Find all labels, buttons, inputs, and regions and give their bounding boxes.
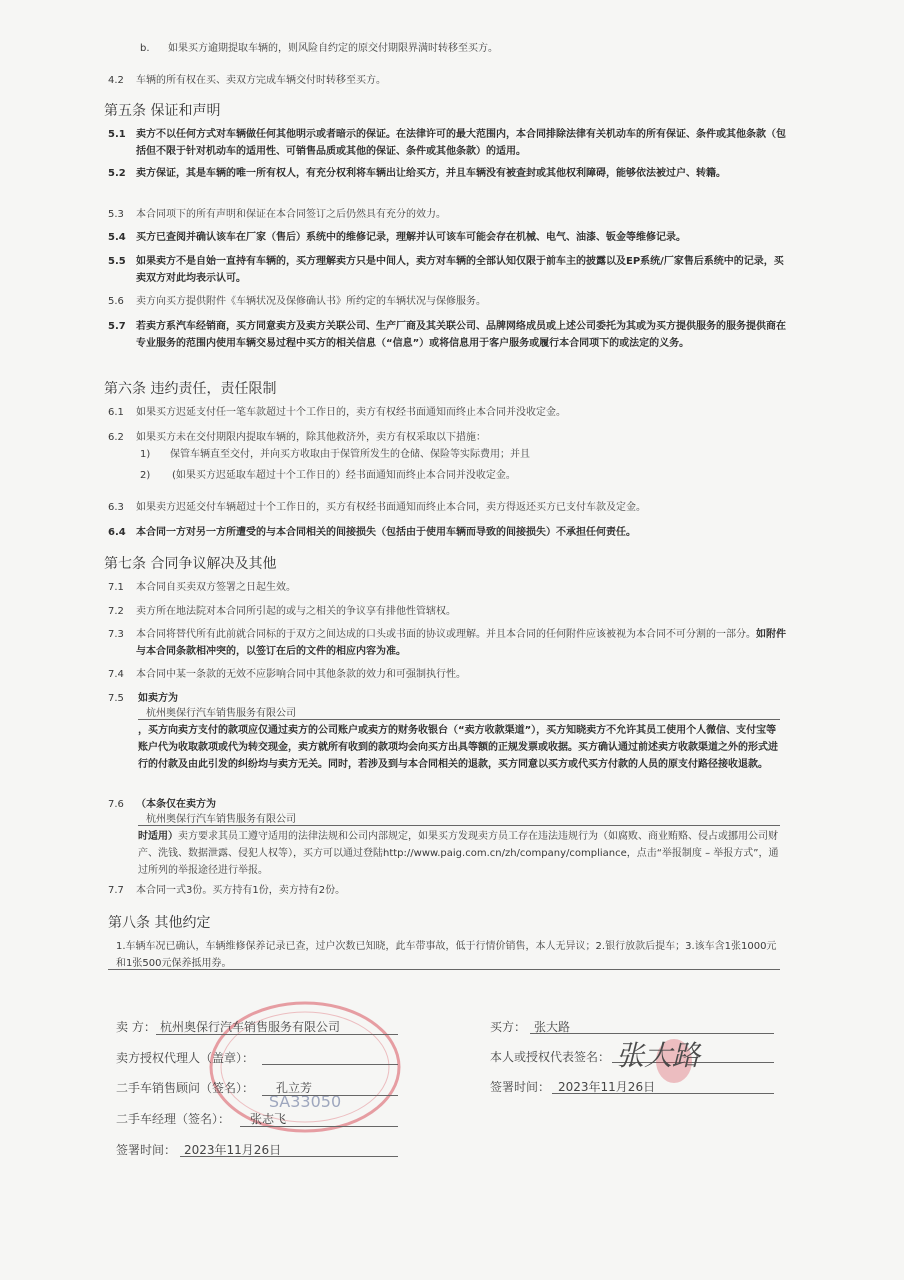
buyer-date-label: 签署时间： <box>490 1080 551 1094</box>
seller-label: 卖 方： <box>116 1020 156 1034</box>
clause-number: 7.4 <box>108 669 124 680</box>
clause-number: 5.5 <box>108 256 126 267</box>
buyer-label: 买方： <box>490 1020 527 1034</box>
sub-item-1-text: 保管车辆直至交付，并向买方收取由于保管所发生的仓储、保险等实际费用；并且 <box>170 449 530 460</box>
clause-text: 如果卖方迟延交付车辆超过十个工作日的，买方有权经书面通知而终止本合同，卖方得返还买方已支付车款及定金。 <box>136 502 646 513</box>
seller-agent-underline <box>262 1064 398 1065</box>
manager-value: 张志飞 <box>250 1112 287 1126</box>
seller-underline <box>156 1034 398 1035</box>
buyer-date-value: 2023年11月26日 <box>558 1080 656 1094</box>
article-8-heading: 第八条 其他约定 <box>108 915 211 931</box>
clause-text: 本合同中某一条款的无效不应影响合同中其他条款的效力和可强制执行性。 <box>136 669 466 680</box>
clause-number: 4.2 <box>108 75 124 86</box>
clause-text: 卖方所在地法院对本合同所引起的或与之相关的争议享有排他性管辖权。 <box>136 606 456 617</box>
seller-date-underline <box>180 1156 398 1157</box>
clause-number: 7.1 <box>108 582 124 593</box>
clause-text <box>136 626 788 660</box>
clause-label-end: 时适用） <box>138 831 178 842</box>
article-6-heading: 第六条 违约责任，责任限制 <box>104 381 277 397</box>
seal-code: SA33050 <box>268 1092 342 1111</box>
sub-item-2-text: (如果买方迟延取车超过十个工作日的）经书面通知而终止本合同并没收定金。 <box>172 470 516 481</box>
item-label: b. <box>140 43 150 54</box>
clause-number: 5.6 <box>108 296 124 307</box>
clause-text-part-a: 本合同将替代所有此前就合同标的于双方之间达成的口头或书面的协议或理解。并且本合同的任何附件应该被视为本合同不可分割的一部分。 <box>136 629 756 640</box>
clause-number: 6.2 <box>108 432 124 443</box>
clause-7-5-text: ，买方向卖方支付的款项应仅通过卖方的公司账户或卖方的财务收银台（“卖方收款渠道”），买方知晓卖方不允许其员工使用个人微信、支付宝等账户代为收取款项或代为转交现金，卖方就所有收到的款项均会向买方出具等额的正规发票或收据。买方确认通过前述卖方收款渠道之外的形式进行的付款及由此引发的纠纷均与卖方无关。同时，若涉及到与本合同相关的退款，买方同意以买方或代买方付款的人员的原支付路径接收退款。 <box>138 725 778 770</box>
clause-number: 6.1 <box>108 407 124 418</box>
clause-text: 本合同一方对另一方所遭受的与本合同相关的间接损失（包括由于使用车辆而导致的间接损失）不承担任何责任。 <box>136 527 636 538</box>
clause-number: 7.5 <box>108 693 124 704</box>
clause-text: 买方已查阅并确认该车在厂家（售后）系统中的维修记录，理解并认可该车可能会存在机械、电气、油漆、钣金等维修记录。 <box>136 232 686 243</box>
clause-number: 5.2 <box>108 168 126 179</box>
article-5-heading: 第五条 保证和声明 <box>104 103 221 119</box>
sub-item-1-number: 1) <box>140 449 151 460</box>
consultant-value: 孔立芳 <box>276 1081 313 1095</box>
clause-number: 5.4 <box>108 232 126 243</box>
clause-body: 卖方要求其员工遵守适用的法律法规和公司内部规定，如果买方发现卖方员工存在违法违规行为（如腐败、商业贿赂、侵占或挪用公司财产、洗钱、数据泄露、侵犯人权等），买方可以通过登陆http://www.paig.com.cn/zh/company/compliance，点击“举报制度 – 举报方式”，通过所列的举报途径进行举报。 <box>138 831 779 876</box>
clause-text: 若卖方系汽车经销商，买方同意卖方及卖方关联公司、生产厂商及其关联公司、品牌网络成员或上述公司委托为其或为买方提供服务的服务提供商在专业服务的范围内使用车辆交易过程中买方的相关信息（“信息”）或将信息用于客户服务或履行本合同项下的或法定的义务。 <box>136 321 786 349</box>
company-underline <box>138 825 780 826</box>
manager-underline <box>240 1126 398 1127</box>
clause-text: 卖方保证，其是车辆的唯一所有权人，有充分权利将车辆出让给买方，并且车辆没有被查封或其他权利障碍，能够依法被过户、转籍。 <box>136 168 726 179</box>
item-text: 如果买方逾期提取车辆的，则风险自约定的原交付期限界满时转移至买方。 <box>168 43 498 54</box>
clause-text: 车辆的所有权在买、卖双方完成车辆交付时转移至买方。 <box>136 75 386 86</box>
agreement-underline <box>108 969 780 970</box>
clause-text: 卖方向买方提供附件《车辆状况及保修确认书》所约定的车辆状况与保修服务。 <box>136 296 486 307</box>
clause-number: 7.3 <box>108 629 124 640</box>
clause-7-6-text <box>138 828 780 879</box>
clause-text-part-b: 如附件与本合同条款相冲突的，以签订在后的文件的相应内容为准。 <box>136 629 786 657</box>
handwriting: 张大路 <box>616 1039 701 1072</box>
clause-number: 6.3 <box>108 502 124 513</box>
clause-text: 本合同自买卖双方签署之日起生效。 <box>136 582 296 593</box>
clause-label: 如卖方为 <box>138 693 178 704</box>
seller-company-name: 杭州奥保行汽车销售服务有限公司 <box>146 708 296 719</box>
clause-number: 6.4 <box>108 527 126 538</box>
clause-text: 卖方不以任何方式对车辆做任何其他明示或者暗示的保证。在法律许可的最大范围内，本合同排除法律有关机动车的所有保证、条件或其他条款（包括但不限于针对机动车的适用性、可销售品质或其他的保证、条件或其他条款）的适用。 <box>136 129 786 157</box>
buyer-handwritten-signature <box>612 1025 712 1085</box>
manager-label: 二手车经理（签名）： <box>116 1112 231 1126</box>
clause-number: 5.3 <box>108 209 124 220</box>
clause-number: 5.7 <box>108 321 126 332</box>
seller-value: 杭州奥保行汽车销售服务有限公司 <box>160 1020 341 1034</box>
clause-number: 7.2 <box>108 606 124 617</box>
seller-date-label: 签署时间： <box>116 1143 177 1157</box>
clause-text: 本合同一式3份。买方持有1份，卖方持有2份。 <box>136 885 346 896</box>
clause-number: 7.7 <box>108 885 124 896</box>
sub-item-2-number: 2) <box>140 470 151 481</box>
article-7-heading: 第七条 合同争议解决及其他 <box>104 556 277 572</box>
seller-company-name: 杭州奥保行汽车销售服务有限公司 <box>146 814 296 825</box>
consultant-underline <box>262 1095 398 1096</box>
other-agreement-text: 1.车辆车况已确认，车辆维修保养记录已查，过户次数已知晓，此车带事故，低于行情价销售，本人无异议；2.银行放款后提车；3.该车含1张1000元和1张500元保养抵用券。 <box>116 941 777 969</box>
buyer-value: 张大路 <box>534 1020 571 1034</box>
seller-agent-label: 卖方授权代理人（盖章）： <box>116 1051 255 1065</box>
clause-number: 5.1 <box>108 129 126 140</box>
clause-label: （本条仅在卖方为 <box>136 799 216 810</box>
consultant-label: 二手车销售顾问（签名）： <box>116 1081 255 1095</box>
buyer-rep-label: 本人或授权代表签名： <box>490 1050 611 1064</box>
company-underline <box>138 719 780 720</box>
clause-text: 如果卖方不是自始一直持有车辆的，买方理解卖方只是中间人，卖方对车辆的全部认知仅限于前车主的披露以及EP系统/厂家售后系统中的记录，买卖双方对此均表示认可。 <box>136 256 784 284</box>
clause-number: 7.6 <box>108 799 124 810</box>
clause-text: 本合同项下的所有声明和保证在本合同签订之后仍然具有充分的效力。 <box>136 209 446 220</box>
clause-text: 如果买方未在交付期限内提取车辆的，除其他救济外，卖方有权采取以下措施： <box>136 432 486 443</box>
seller-date-value: 2023年11月26日 <box>184 1143 282 1157</box>
clause-text: 如果买方迟延支付任一笔车款超过十个工作日的，卖方有权经书面通知而终止本合同并没收定金。 <box>136 407 566 418</box>
buyer-date-underline <box>552 1093 774 1094</box>
